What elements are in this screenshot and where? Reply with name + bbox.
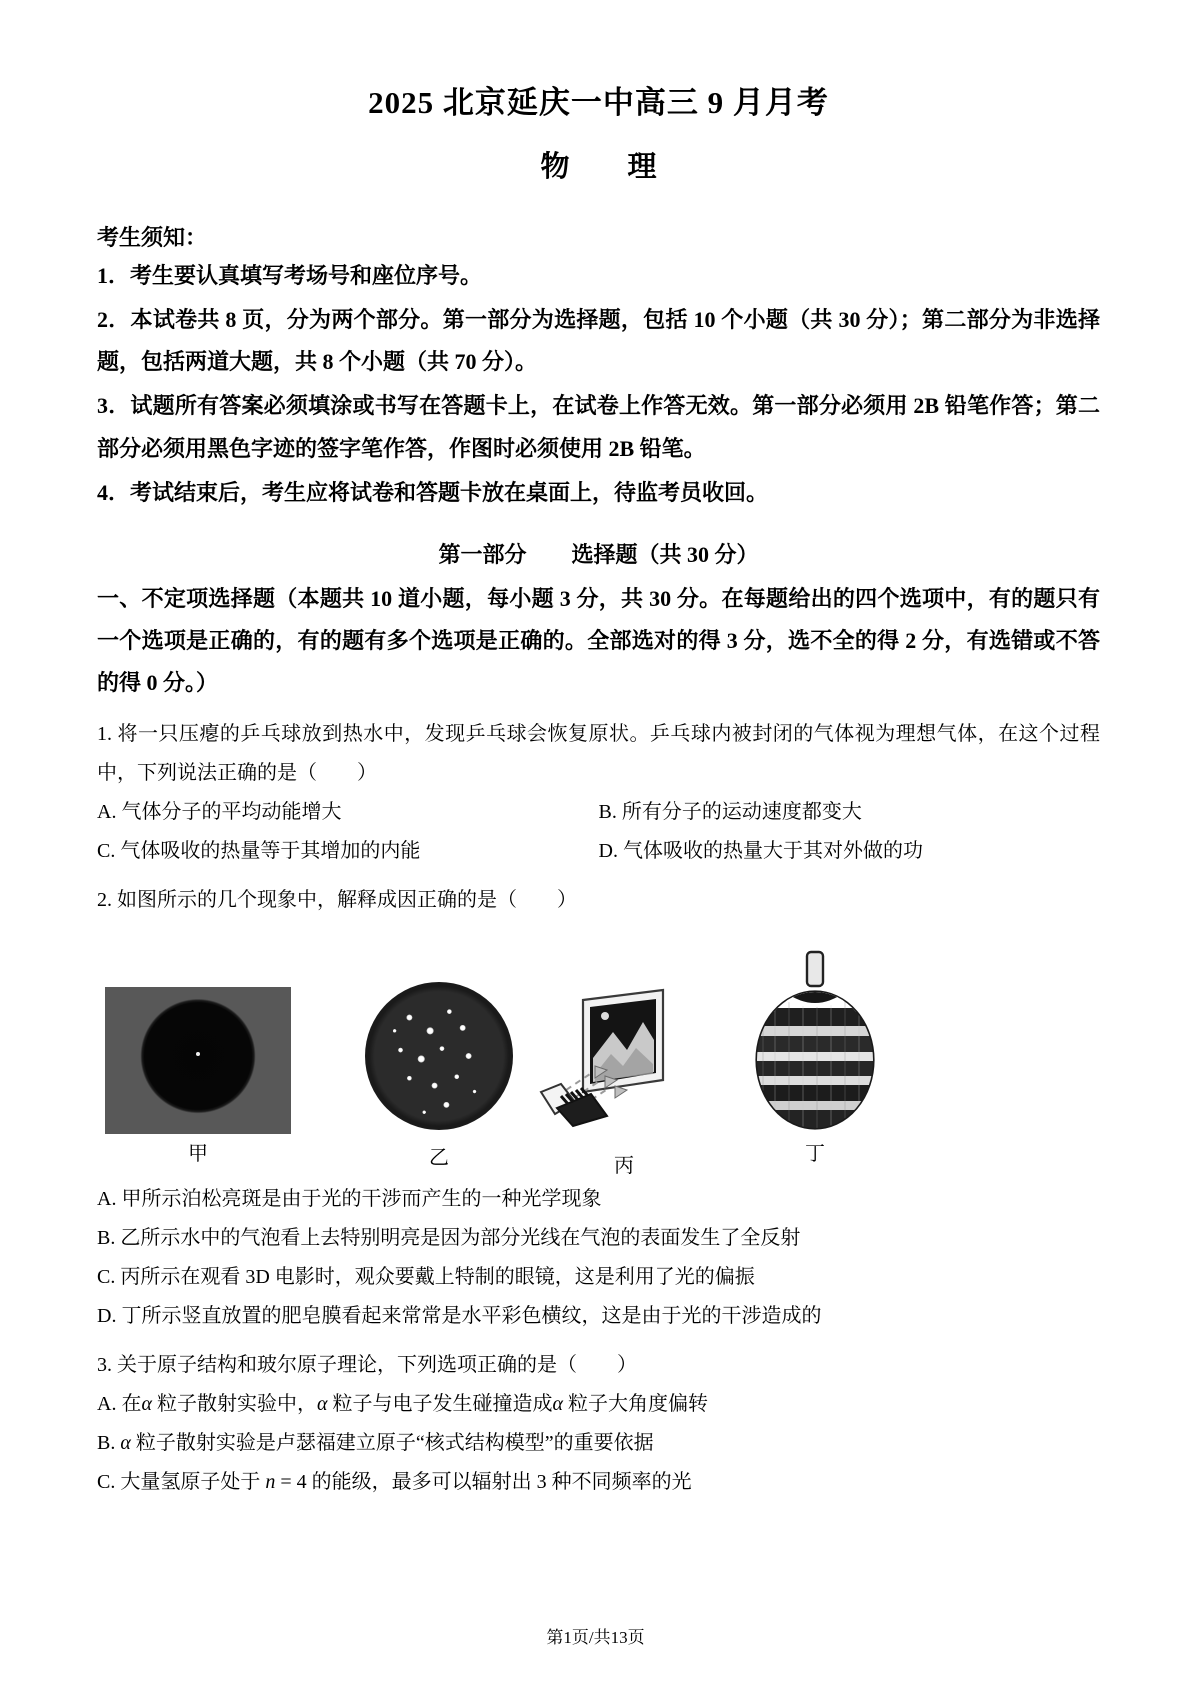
notice-item-2: 2．本试卷共 8 页，分为两个部分。第一部分为选择题，包括 10 个小题（共 30 分）；第二部分为非选择题，包括两道大题，共 8 个小题（共 70 分）。 (97, 306, 1100, 375)
option-label: C. (97, 1470, 121, 1493)
question-2-figure-group (97, 942, 1100, 1177)
section-intro: 一、不定项选择题（本题共 10 道小题，每小题 3 分，共 30 分。在每题给出的四个选项中，有的题只有一个选项是正确的，有的题有多个选项是正确的。全部选对的得 3 分，选不全的得 2 分，有选错或不答的得 0 分。） (97, 585, 1100, 696)
question-3-stem: 3. 关于原子结构和玻尔原子理论，下列选项正确的是（ ） (97, 1353, 637, 1376)
subject-title: 物 理 (540, 151, 657, 184)
question-2-option-d[interactable]: D. 丁所示竖直放置的肥皂膜看起来常常是水平彩色横纹，这是由于光的干涉造成的 (97, 1304, 822, 1327)
part-one-title: 选择题（共 30 分） (571, 542, 759, 568)
option-text: 粒子散射实验中， (151, 1392, 317, 1415)
question-3-option-a[interactable] (97, 1385, 1100, 1424)
question-1-stem: 1. 将一只压瘪的乒乓球放到热水中，发现乒乓球会恢复原状。乒乓球内被封闭的气体视为理想气体，在这个过程中，下列说法正确的是（ ） (97, 722, 1100, 784)
question-2-option-a[interactable]: A. 甲所示泊松亮斑是由于光的干涉而产生的一种光学现象 (97, 1187, 602, 1210)
question-2-option-c[interactable]: C. 丙所示在观看 3D 电影时，观众要戴上特制的眼镜，这是利用了光的偏振 (97, 1265, 755, 1288)
question-2-stem: 2. 如图所示的几个现象中，解释成因正确的是（ ） (97, 888, 577, 911)
figure-caption-ding: 丁 (805, 1142, 825, 1165)
option-label: B. (97, 1431, 121, 1454)
option-label: A. (97, 1392, 122, 1415)
page-content (97, 0, 1100, 1502)
part-one-heading (97, 534, 1100, 576)
math-symbol: α (316, 1392, 328, 1415)
question-3-options (97, 1385, 1100, 1502)
page-title: 2025 北京延庆一中高三 9 月月考 (368, 85, 829, 120)
part-one-label: 第一部分 (438, 542, 527, 568)
option-text: = 4 的能级，最多可以辐射出 3 种不同频率的光 (275, 1470, 692, 1493)
math-symbol: n (265, 1470, 276, 1493)
question-3-option-c[interactable] (97, 1463, 1100, 1502)
option-text: 粒子与电子发生碰撞造成 (327, 1392, 553, 1415)
three-d-movie-figure (535, 988, 713, 1128)
notice-item-1: 1．考生要认真填写考场号和座位序号。 (97, 262, 483, 288)
page-footer: 第1页/共13页 (546, 1628, 645, 1647)
figure-caption-yi: 乙 (429, 1146, 449, 1169)
option-text: 粒子散射实验是卢瑟福建立原子“核式结构模型”的重要依据 (130, 1431, 654, 1454)
figure-caption-bing: 丙 (614, 1154, 634, 1177)
three-d-movie-icon (535, 988, 713, 1128)
question-1-option-a[interactable]: A. 气体分子的平均动能增大 (97, 800, 342, 823)
notice-item-3: 3．试题所有答案必须填涂或书写在答题卡上，在试卷上作答无效。第一部分必须用 2B 铅笔作答；第二部分必须用黑色字迹的签字笔作答，作图时必须使用 2B 铅笔。 (97, 393, 1100, 461)
water-bubbles-figure (365, 982, 513, 1130)
notice-item-4: 4．考试结束后，考生应将试卷和答题卡放在桌面上，待监考员收回。 (97, 479, 769, 505)
question-1-option-d[interactable]: D. 气体吸收的热量大于其对外做的功 (598, 839, 923, 862)
question-1-option-row-cd (97, 832, 1100, 871)
question-2-option-b[interactable]: B. 乙所示水中的气泡看上去特别明亮是因为部分光线在气泡的表面发生了全反射 (97, 1226, 801, 1249)
option-text: 粒子大角度偏转 (562, 1392, 708, 1415)
figure-caption-jia: 甲 (188, 1142, 208, 1165)
soap-film-icon (745, 948, 885, 1134)
question-2-options (97, 1180, 1100, 1336)
math-symbol: α (552, 1392, 563, 1415)
soap-film-figure (745, 948, 885, 1134)
question-1-option-b[interactable]: B. 所有分子的运动速度都变大 (598, 800, 862, 823)
option-text: 大量氢原子处于 (120, 1470, 266, 1493)
math-symbol: α (120, 1431, 131, 1454)
poisson-spot-figure (105, 987, 291, 1134)
math-symbol: α (141, 1392, 152, 1415)
question-1-option-row-ab (97, 793, 1100, 832)
question-1-option-c[interactable]: C. 气体吸收的热量等于其增加的内能 (97, 839, 421, 862)
question-1-options (97, 793, 1100, 871)
option-text: 在 (121, 1392, 142, 1415)
question-3-option-b[interactable] (97, 1424, 1100, 1463)
notice-heading: 考生须知： (97, 224, 208, 250)
